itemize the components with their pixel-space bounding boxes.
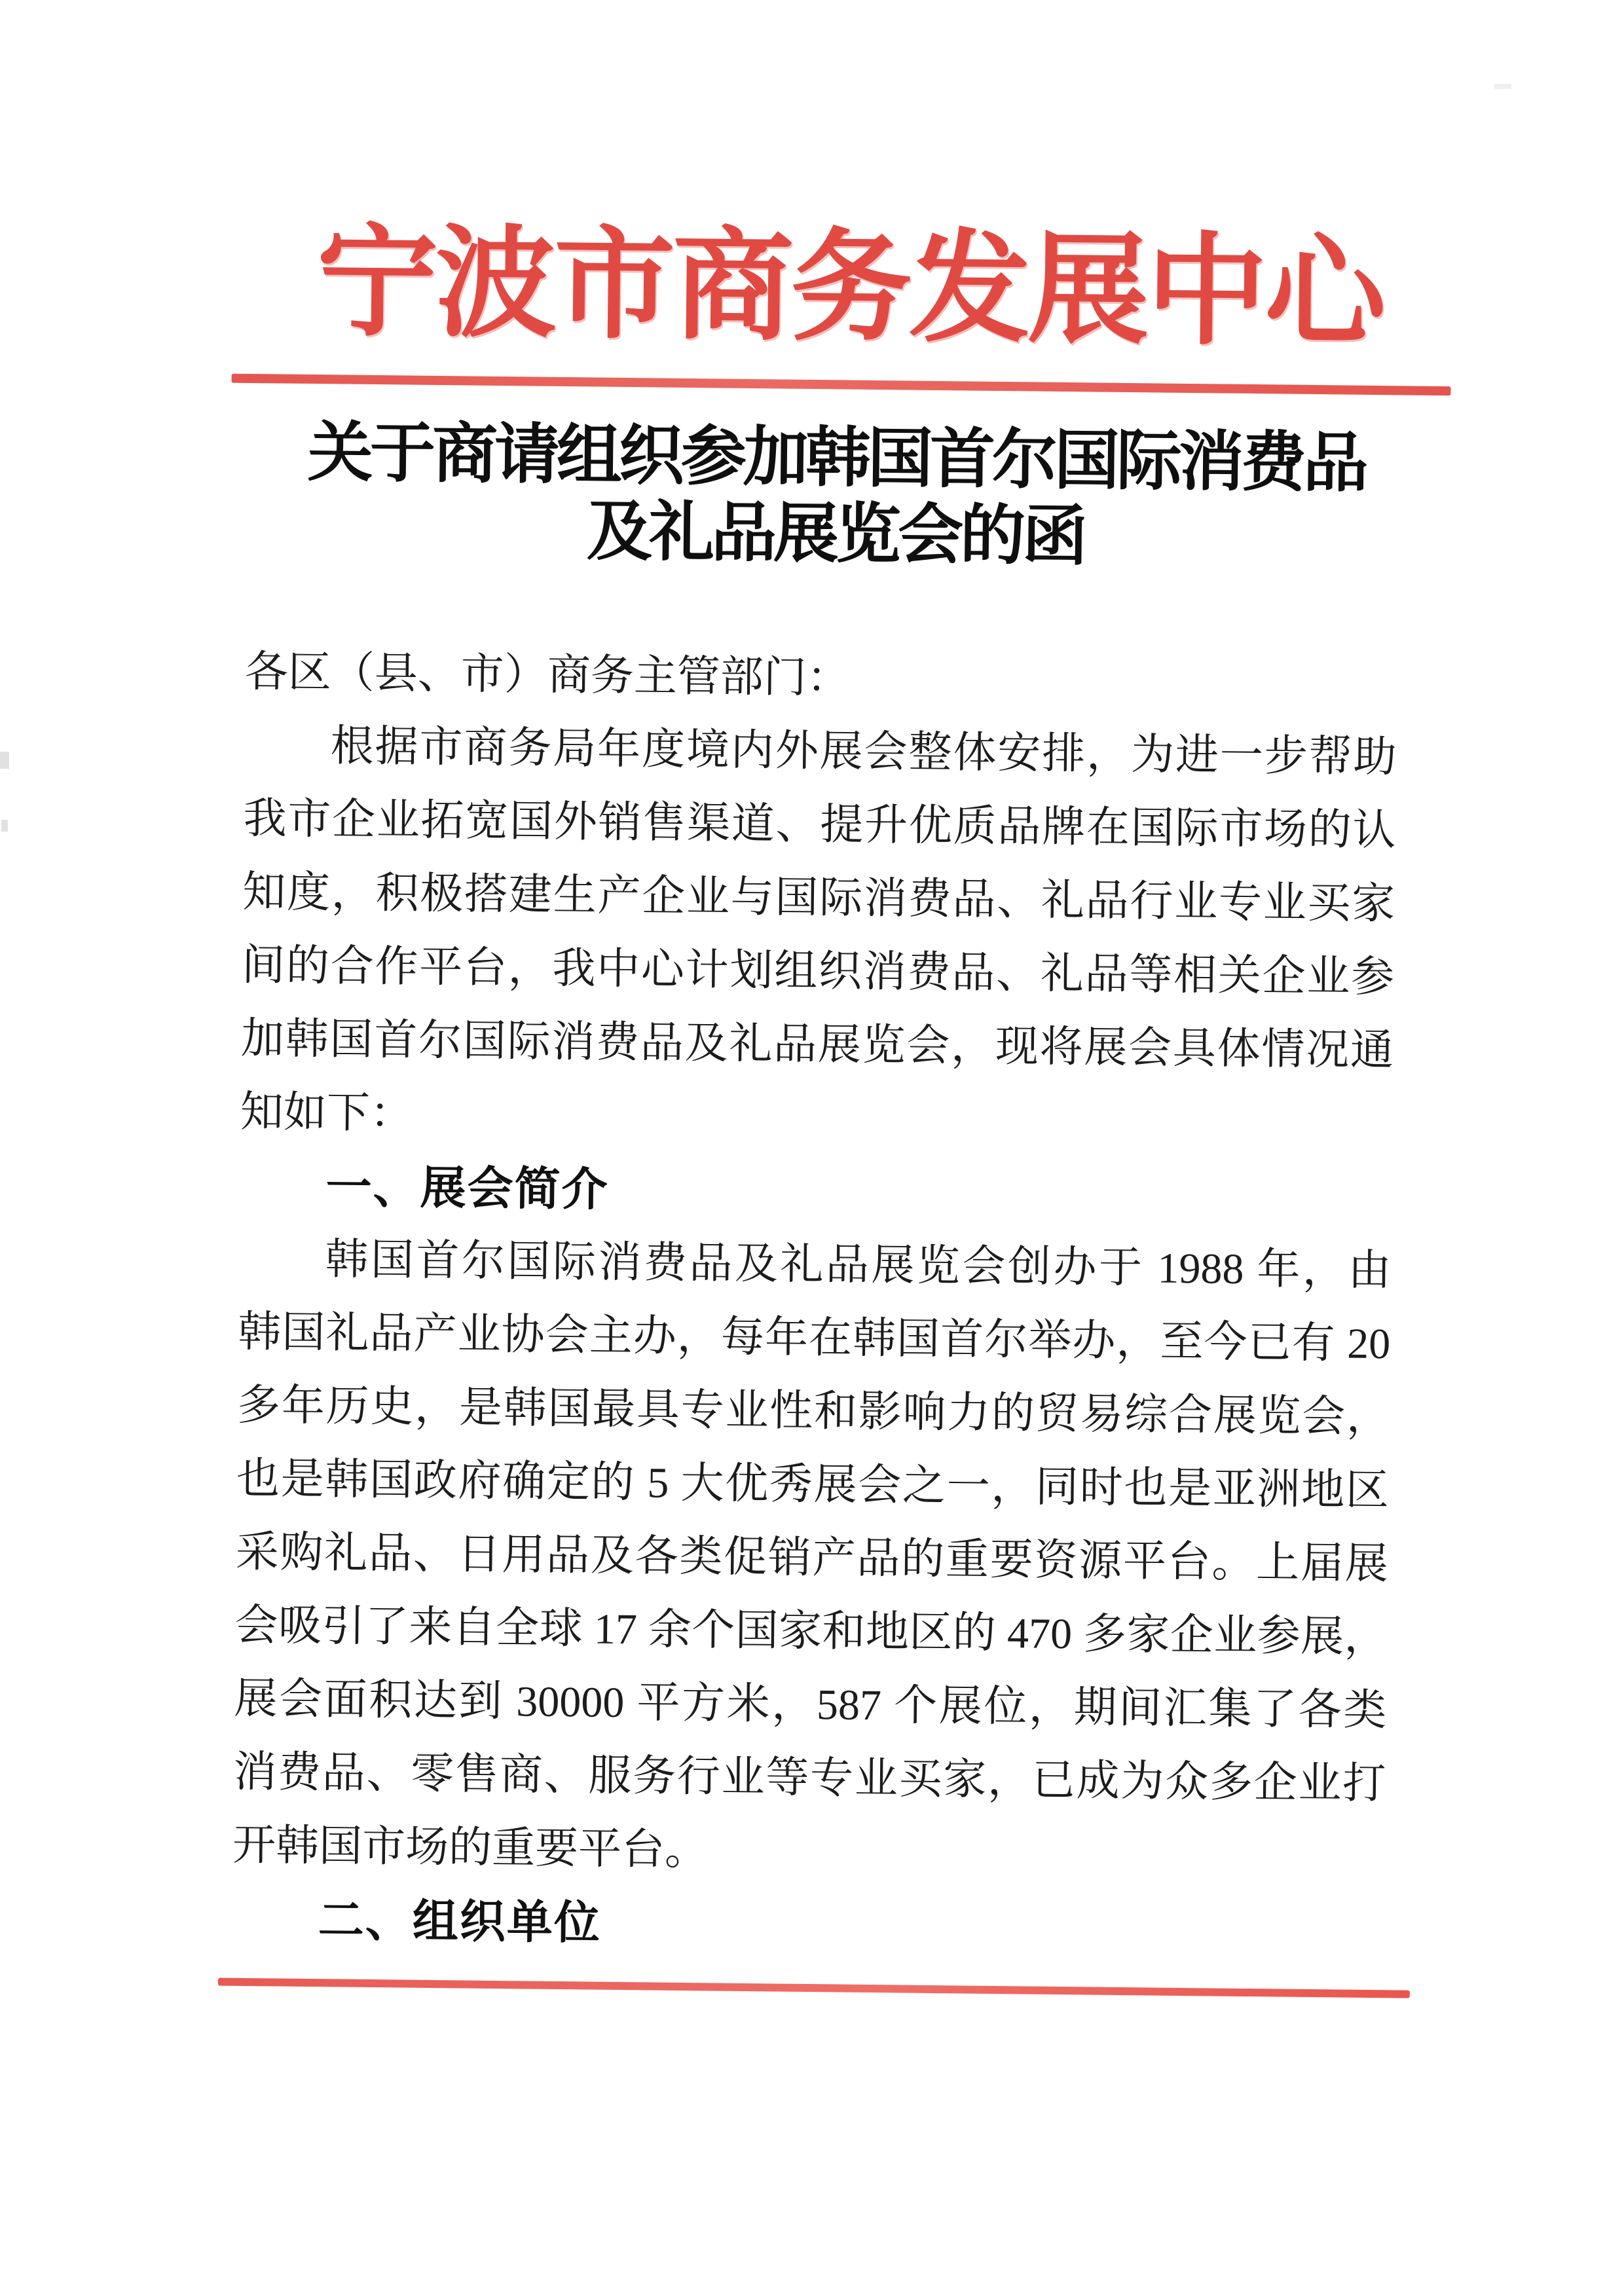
paragraph-line: 根据市商务局年度境内外展会整体安排，为进一步帮助 (330, 722, 1397, 782)
paragraph-line: 我市企业拓宽国外销售渠道、提升优质品牌在国际市场的认 (243, 794, 1396, 855)
letterhead-divider-rule (232, 374, 1451, 395)
paragraph-line: 知如下： (240, 1088, 414, 1138)
paragraph-line: 采购礼品、日用品及各类促销产品的重要资源平台。上届展 (235, 1528, 1389, 1588)
paragraph-line: 消费品、零售商、服务行业等专业买家，已成为众多企业打 (232, 1748, 1386, 1808)
paragraph-line: 也是韩国政府确定的 5 大优秀展会之一，同时也是亚洲地区 (236, 1454, 1390, 1515)
paragraph-line: 加韩国首尔国际消费品及礼品展览会，现将展会具体情况通 (240, 1014, 1394, 1075)
salutation-line: 各区（县、市）商务主管部门： (244, 648, 851, 703)
scan-artifact (0, 752, 9, 769)
paragraph-line: 韩国礼品产业协会主办，每年在韩国首尔举办，至今已有 20 (237, 1308, 1391, 1368)
paragraph-line: 间的合作平台，我中心计划组织消费品、礼品等相关企业参 (241, 941, 1395, 1002)
document-title-line2: 及礼品展览会的函 (586, 495, 1085, 574)
paragraph-line: 开韩国市场的重要平台。 (232, 1821, 709, 1875)
paragraph-line: 会吸引了来自全球 17 余个国家和地区的 470 多家企业参展， (234, 1601, 1388, 1662)
paragraph-line: 知度，积极搭建生产企业与国际消费品、礼品行业专业买家 (242, 868, 1395, 928)
section-heading-1: 一、展会简介 (325, 1161, 610, 1215)
section-heading-2: 二、组织单位 (318, 1894, 602, 1949)
paragraph-line: 韩国首尔国际消费品及礼品展览会创办于 1988 年，由 (325, 1236, 1392, 1295)
letterhead-org-name: 宁波市商务发展中心 (316, 216, 1384, 362)
paragraph-line: 多年历史，是韩国最具专业性和影响力的贸易综合展览会， (236, 1381, 1390, 1442)
document-title-line1: 关于商请组织参加韩国首尔国际消费品 (307, 416, 1366, 500)
paragraph-line: 展会面积达到 30000 平方米，587 个展位，期间汇集了各类 (234, 1674, 1387, 1735)
scan-artifact (1, 820, 8, 832)
footer-divider-rule (218, 1978, 1410, 1998)
document-title (253, 414, 1420, 579)
document-body (231, 636, 1397, 1968)
scan-artifact (1494, 84, 1511, 89)
